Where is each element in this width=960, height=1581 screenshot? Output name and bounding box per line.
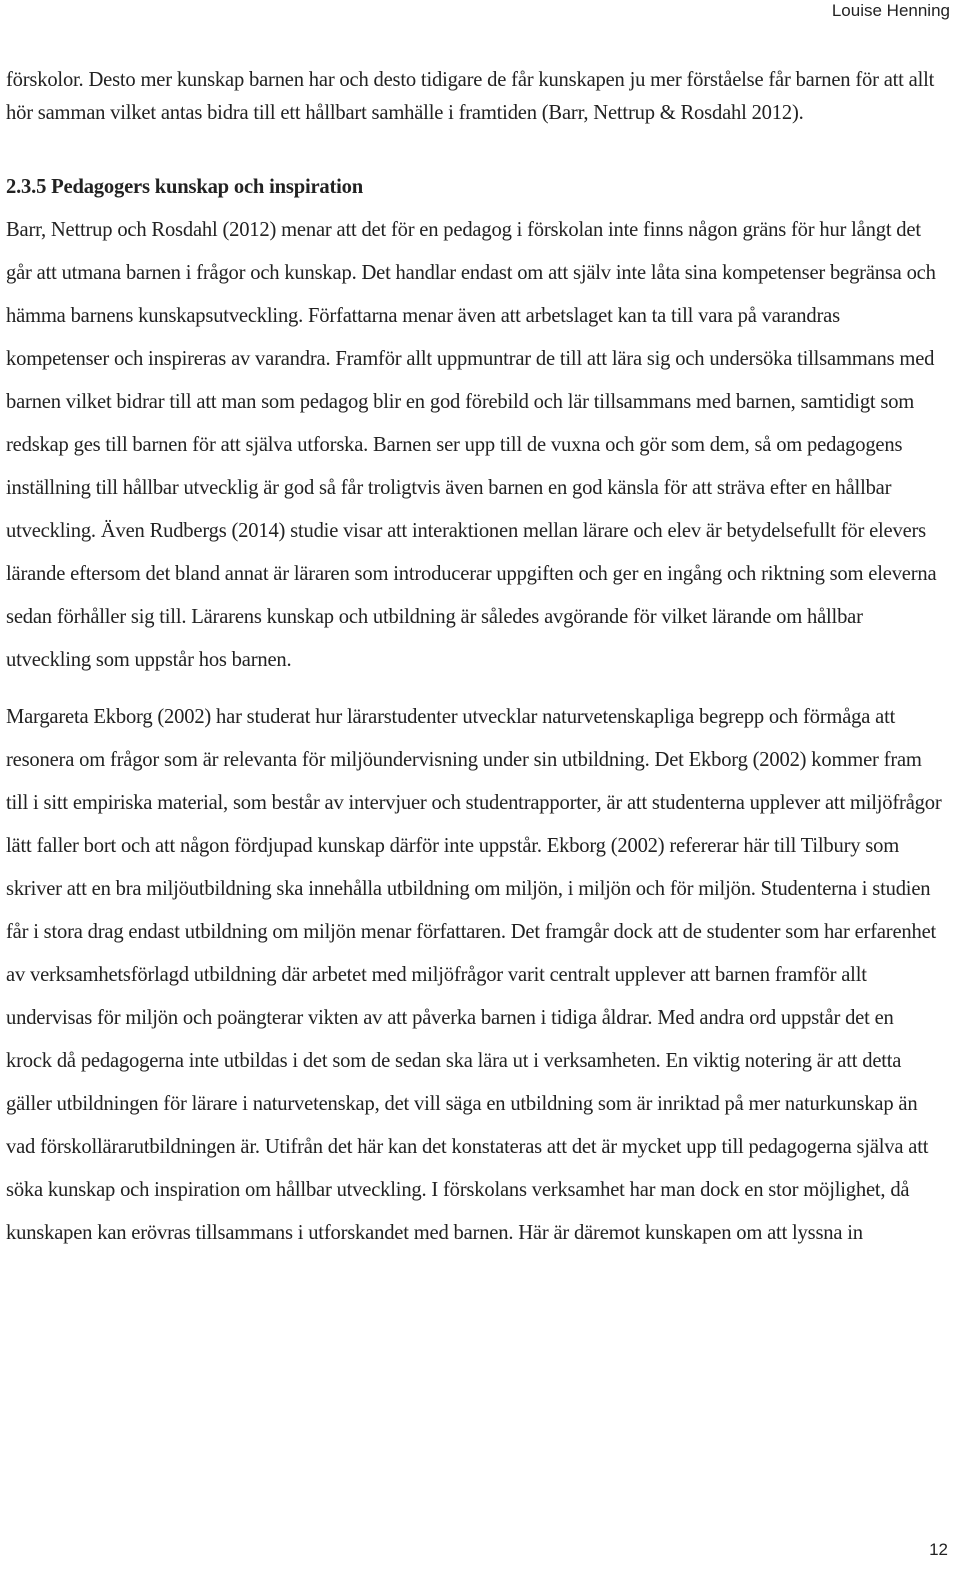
page-header-author: Louise Henning bbox=[831, 1, 950, 20]
body-paragraph-2: Margareta Ekborg (2002) har studerat hur lärarstudenter utvecklar naturvetenskapliga begrepp och förmåga att resonera om frågor som är relevanta för miljöundervisning under sin utbildning. Det Ekborg (2002) kommer fram till i sitt empiriska material, som består av intervjuer och studentrapporter, är att studenterna upplever att miljöfrågor lätt faller bort och att någon fördjupad kunskap därför inte uppstår. Ekborg (2002) refererar här till Tilbury som skriver att en bra miljöutbildning ska innehålla utbildning om miljön, i miljön och för miljön. Studenterna i studien får i stora drag endast utbildning om miljön menar författaren. Det framgår dock att de studenter som har erfarenhet av verksamhetsförlagd utbildning där arbetet med miljöfrågor varit centralt upplever att barnen framför allt undervisas för miljön och poängterar vikten av att påverka barnen i tidiga åldrar. Med andra ord uppstår det en krock då pedagogerna inte utbildas i det som de sedan ska lära ut i verksamheten. En viktig notering är att detta gäller utbildningen för lärare i naturvetenskap, det vill säga en utbildning som är inriktad på mer naturkunskap än vad förskollärarutbildningen är. Utifrån det här kan det konstateras att det är mycket upp till pedagogerna själva att söka kunskap och inspiration om hållbar utveckling. I förskolans verksamhet har man dock en stor möjlighet, då kunskapen kan erövras tillsammans i utforskandet med barnen. Här är däremot kunskapen om att lyssna in bbox=[6, 706, 942, 1244]
body-paragraph-1: Barr, Nettrup och Rosdahl (2012) menar att det för en pedagog i förskolan inte finns någon gräns för hur långt det går att utmana barnen i frågor och kunskap. Det handlar endast om att själv inte låta sina kompetenser begränsa och hämma barnens kunskapsutveckling. Författarna menar även att arbetslaget kan ta till vara på varandras kompetenser och inspireras av varandra. Framför allt uppmuntrar de till att lära sig och undersöka tillsammans med barnen vilket bidrar till att man som pedagog blir en god förebild och lär tillsammans med barnen, samtidigt som redskap ges till barnen för att själva utforska. Barnen ser upp till de vuxna och gör som dem, så om pedagogens inställning till hållbar utvecklig är god så får troligtvis även barnen en god känsla för att sträva efter en hållbar utveckling. Även Rudbergs (2014) studie visar att interaktionen mellan lärare och elev är betydelsefullt för elevers lärande eftersom det bland annat är läraren som introducerar uppgiften och ger en ingång och riktning som eleverna sedan förhåller sig till. Lärarens kunskap och utbildning är således avgörande för vilket lärande om hållbar utveckling som uppstår hos barnen. bbox=[6, 219, 937, 671]
intro-paragraph: förskolor. Desto mer kunskap barnen har och desto tidigare de får kunskapen ju mer förståelse får barnen för att allt hör samman vilket antas bidra till ett hållbart samhälle i framtiden (Barr, Nettrup & Rosdahl 2012). bbox=[6, 69, 935, 124]
page-number: 12 bbox=[929, 1540, 948, 1559]
page-content bbox=[6, 64, 942, 1255]
section-heading: 2.3.5 Pedagogers kunskap och inspiration bbox=[6, 176, 364, 198]
